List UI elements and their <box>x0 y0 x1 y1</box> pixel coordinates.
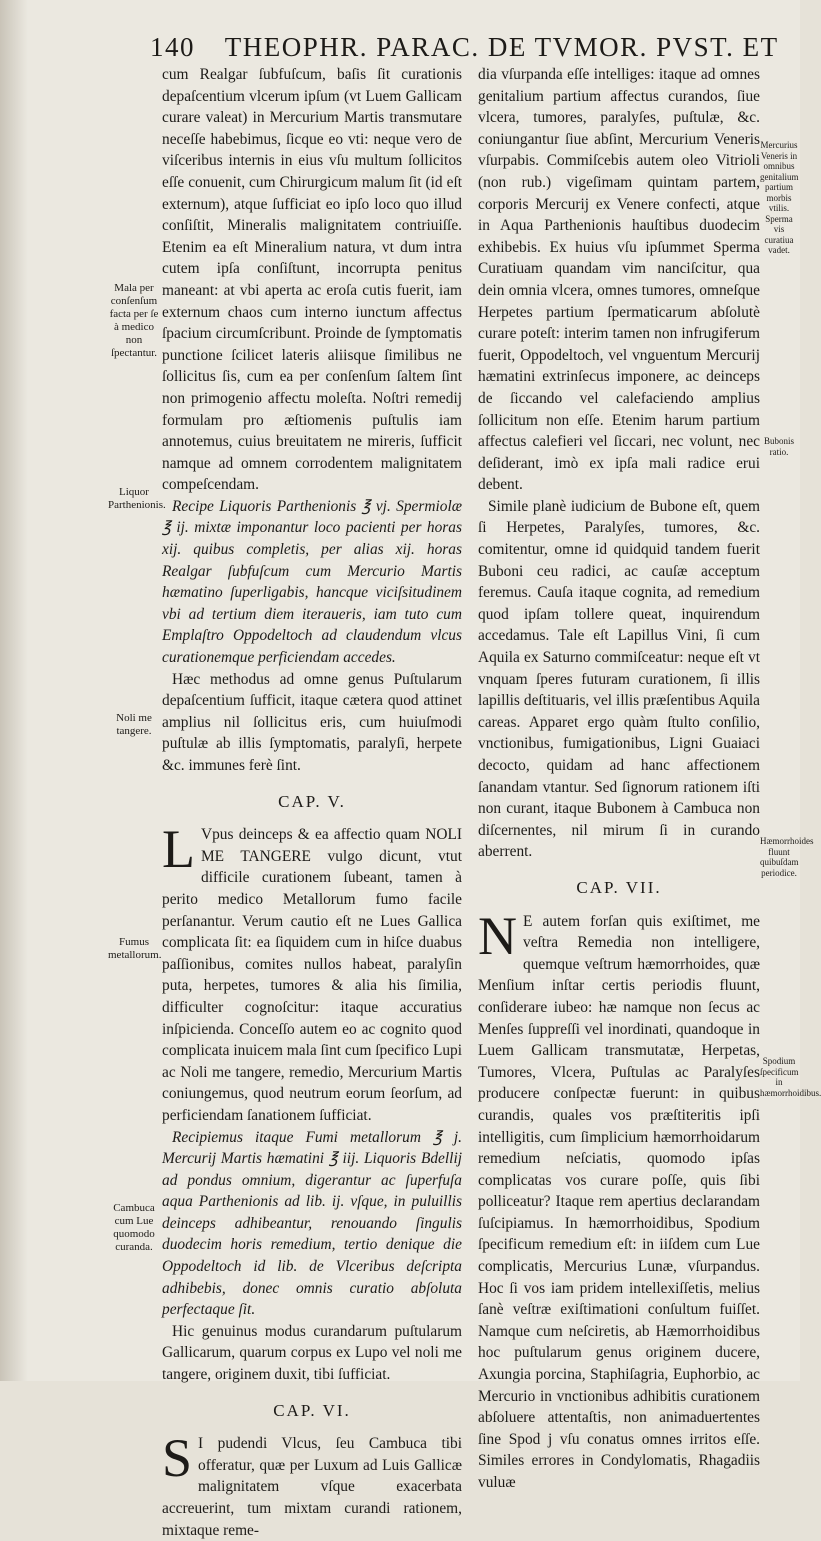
margin-note-left: Cambuca cum Lue quomodo curanda. <box>113 1202 155 1253</box>
paragraph: Simile planè iudicium de Bubone eſt, quem ſi Herpetes, Paralyſes, tumores, &c. comitentur, omne id quidquid tandem fuerit Buboni ceu radici, ac cauſæ acceptum feremus. Cauſa itaque cognita, ad remedium quod ipſam tollere queat, inquirendum accedamus. Tale eſt Lapillus Vini, ſi cum Aquila ex Saturno commiſceatur: neque eſt vt vnquam ſperes futuram curationem, ſi illis lapillis deſtituaris, vel illis præſentibus Aquila careas. Apparet ergo quàm ſtulto conſilio, vnctionibus, fumigationibus, Ligni Guaiaci decocto, quidam ad hanc affectionem ſanandam vtantur. Sed ſignorum rationem iſti non curant, itaque Bubonem à Cambuca non diſcernentes, nil mirum ſi in curando aberrent. <box>478 497 760 861</box>
chapter-paragraph <box>478 905 760 1494</box>
paragraph: Hic genuinus modus curandarum puſtularum Gallicarum, quarum corpus ex Lupo vel noli me tangere, originem duxit, tibi ſufficiat. <box>162 1322 462 1384</box>
margin-note-left: Mala per conſenſum facta per ſe à medico non ſpectantur. <box>109 282 159 359</box>
drop-cap: N <box>478 905 517 966</box>
margin-note-right: Spodium ſpecificum in hæmorrhoidibus. <box>760 1056 821 1098</box>
margin-note-left: Noli me tangere. <box>116 712 152 737</box>
recipe-paragraph: Recipiemus itaque Fumi metallorum ℥ j. Mercurij Martis hæmatini ℥ iij. Liquoris Bdellij ad pondus omnium, digerantur ac ſuperfuſa aqua Parthenionis ad lib. ij. vſque, in puluillis deinceps adhibeantur, renouando ſingulis duodecim horis remedium, tertio denique die Oppodeltoch id lib. de Vlceribus deſcripta adhibebis, donec omnis curatio abſoluta perfectaque ſit. <box>162 1128 462 1319</box>
running-title: THEOPHR. PARAC. DE TVMOR. PVST. ET <box>224 32 779 62</box>
running-header <box>150 32 780 66</box>
margin-note-right: Hæmorrhoides fluunt quibuſdam periodice. <box>760 836 814 878</box>
chapter-paragraph <box>162 1428 462 1541</box>
margin-note-left: Liquor Parthenionis. <box>108 486 166 511</box>
paragraph: cum Realgar ſubfuſcum, baſis ſit curationis depaſcentium vlcerum ipſum (vt Luem Gallicam curare valeat) in Mercurium Martis transmutare neceſſe habebimus, ſicque eo vti: neque vero de viſceribus internis in eius vſu multum ſollicitos eſſe conuenit, cum Chirurgicum malum ſit (id eſt externum), atque ſufficiat eo ipſo loco quo illud conſiſtit, Mineralis malignitatem contriuiſſe. Etenim ea eſt Mineralium natura, vt dum intra cutem ipſa conſiſtunt, incorrupta penitus maneant: at vbi aperta ac eroſa cutis fuerit, iam externum chaos cum interno iunctum affectus ſpacium circumſcribunt. Proinde de ſymptomatis punctione ſcilicet lateris aliisque ſimilibus ne ſollicitus ſis, cum ea per conſenſum ſaltem ſint non primogenio affectu moleſta. Noſtri remedij formulam pro æſtiomenis puſtulis iam annotemus, cuius breuitatem ne mireris, ſufficit namque ad omnem corrodentem malignitatem compeſcendam. <box>162 66 462 494</box>
recipe-paragraph: Recipe Liquoris Parthenionis ℥ vj. Spermiolæ ℥ ij. mixtæ imponantur loco pacienti per horas xij. quibus completis, per alias xij. horas Realgar ſubfuſcum cum Mercurio Martis hæmatino ſuperligabis, hancque viciſsitudinem vbi ad tertium diem iteraueris, iam tuto cum Emplaſtro Oppodeltoch ad claudendum vlcus curationemque perficiendam accedes. <box>162 497 462 667</box>
margin-note-right: Bubonis ratio. <box>763 436 794 457</box>
right-column <box>478 64 760 1494</box>
margin-note-right: Mercurius Veneris in omnibus genitalium partium morbis vtilis. Sperma vis curatiua vadet. <box>760 140 799 255</box>
paragraph: dia vſurpanda eſſe intelliges: itaque ad omnes genitalium partium affectus curandos, ſiue vlcera, tumores, paralyſes, puſtulæ, &c. coniungantur ſiue abſint, Mercurium Veneris vſurpabis. Commiſcebis autem oleo Vitrioli (non rub.) vigeſimam quintam partem, corporis Mercurij ex Venere confecti, atque in Aqua Parthenionis hauſtibus duodecim exhibebis. Ex huius vſu ipſummet Sperma Curatiuam quandam vim nanciſcitur, qua dein omnia vlcera, omnes tumores, omneſque Herpetes partium ſpermaticarum abſolutè curare poteſt: interim tamen non infrugiferum fuerit, Oppodeltoch, vel vnguentum Mercurij hæmatini extrinſecus imponere, ac deinceps de ſiccando vel calefaciendo amplius ſollicitum non eſſe. Etenim harum partium affectus calefieri vel ſiccari, nec volunt, nec deſiderant, imò ex ipſa mali radice erui debent. <box>478 66 760 494</box>
margin-note-left: Fumus metallorum. <box>108 936 162 961</box>
paragraph-text: Vpus deinceps & ea affectio quam NOLI ME TANGERE vulgo dicunt, vtut difficile curationem ſubeant, tamen à perito medico Metallorum fumo facile perſanantur. Verum cautio eſt ne Lues Gallica complicata ſit: ea ſiquidem cum in hiſce duabus paſſionibus, comites nullos habeat, paralyſin puta, herpetes, tumores & alia his ſimilia, difficulter cognoſcitur: itaque accuratius inſpicienda. Conceſſo autem eo ac cognito quod complicata inuicem mala ſint cum ſpecifico Lupi ac Noli me tangere, remedio, Mercurium Martis coniungemus, quod neutrum eorum ſeorſum, ad perficiendam ſanationem ſufficiat. <box>162 826 463 1124</box>
chapter-heading: CAP. VI. <box>273 1400 351 1420</box>
chapter-heading: CAP. VII. <box>576 877 662 897</box>
drop-cap: S <box>162 1428 193 1489</box>
left-column <box>162 64 462 1541</box>
paragraph-text: I pudendi Vlcus, ſeu Cambuca tibi offeratur, quæ per Luxum ad Luis Gallicæ malignitatem vſque exacerbata accreuerint, tum mixtam curandi rationem, mixtaque reme- <box>162 1435 462 1539</box>
chapter-heading: CAP. V. <box>278 791 346 811</box>
page-number: 140 <box>150 32 195 62</box>
chapter-paragraph <box>162 819 463 1126</box>
paragraph: Hæc methodus ad omne genus Puſtularum depaſcentium ſufficit, itaque cætera quod attinet amplius nil ſollicitus eris, cum huiuſmodi puſtulæ ab illis ſymptomatis, paralyſi, herpete &c. immunes ferè ſint. <box>162 670 462 774</box>
drop-cap: L <box>162 819 195 880</box>
paragraph-text: E autem forſan quis exiſtimet, me veſtra Remedia non intelligere, quemque veſtrum hæmorrhoides, quæ Menſium inſtar certis periodis fluunt, conſiderare iubeo: hæ namque non ſecus ac Menſes ſuppreſſi vel inordinati, quandoque in Luem Gallicam transmutatæ, Herpetas, Tumores, Vlcera, Puſtulas ac Paralyſes producere conſpectæ fuerunt: in quibus curandis, quales vos præſtiteritis ipſi intelligitis, cum ſimplicium hæmorrhoidarum remedium neſciatis, quomodo ipſas complicatas vos curare poſſe, quis ſibi polliceatur? Itaque rem apertius declarandam ſuſcipiamus. In hæmorrhoidibus, Spodium ſpecificum remedium eſt: in iiſdem cum Lue complicatis, Mercurius Lunæ, vſurpandus. Hoc ſi vos iam pridem intellexiſſetis, melius ſanè veſtræ exiſtimationi conſultum fuiſſet. Namque cum neſciretis, ab Hæmorrhoidibus hoc puſtularum genus originem ducere, Axungia porcina, Staphiſagria, Euphorbio, ac Mercurio in vnctionibus adhibitis curationem abſoluere attentaſtis, non animaduertentes ſine Spod j vſu conatus omnes irritos eſſe. Similes errores in Condylomatis, Rhagadiis vuluæ <box>478 912 760 1491</box>
gutter-shadow <box>0 0 28 1381</box>
